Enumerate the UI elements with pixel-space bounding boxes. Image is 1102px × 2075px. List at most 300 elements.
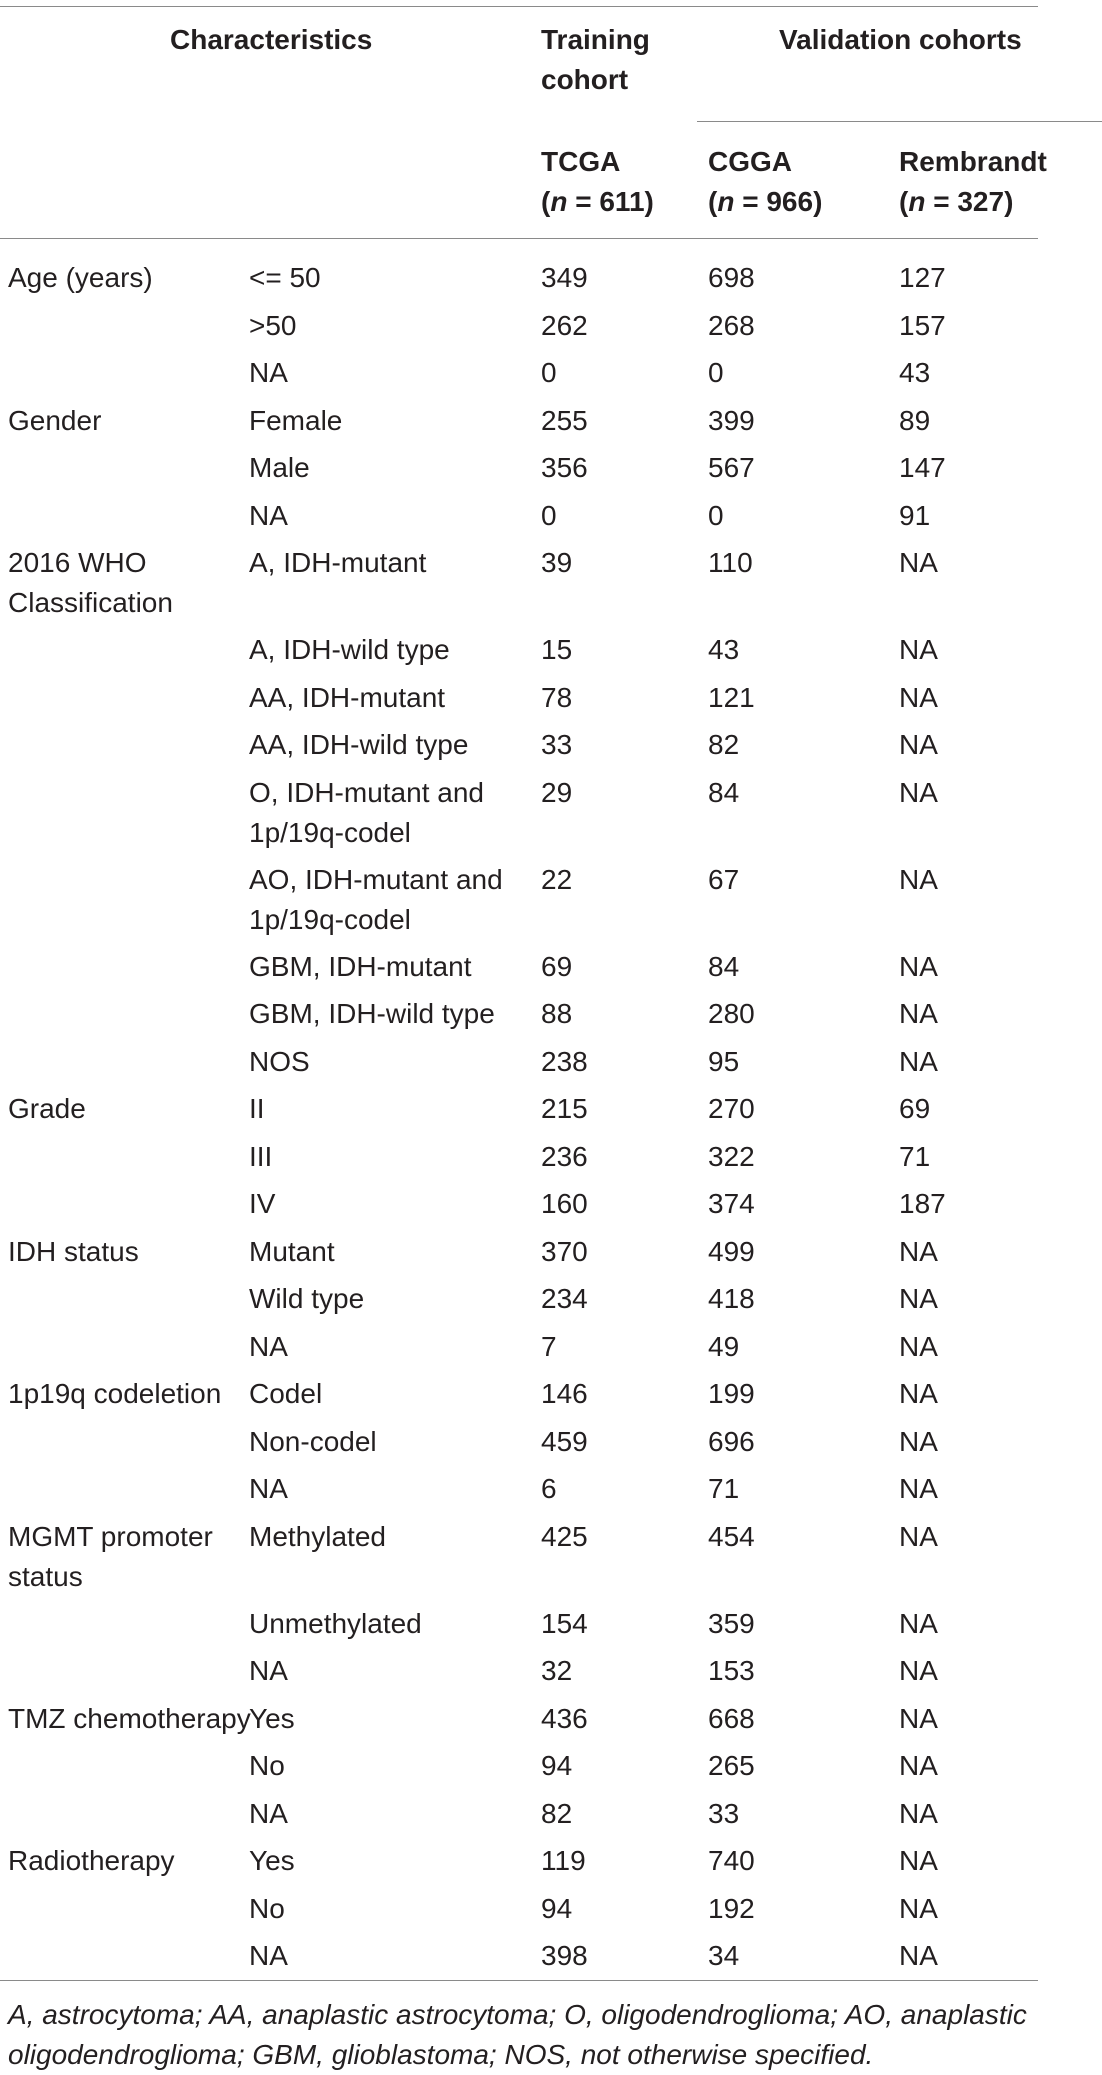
cgga-value xyxy=(708,630,739,670)
cgga-value xyxy=(708,1517,755,1557)
tcga-value xyxy=(541,1794,572,1834)
characteristic-cell xyxy=(8,1374,221,1414)
tcga-value-text: 0 xyxy=(541,499,557,531)
cgga-value xyxy=(708,1232,755,1272)
cgga-value xyxy=(708,994,755,1034)
rembrandt-value xyxy=(899,947,938,987)
subgroup-cell-text: >50 xyxy=(249,309,297,341)
rembrandt-value-text: NA xyxy=(899,1655,938,1686)
subgroup-cell-text: No xyxy=(249,1892,285,1924)
characteristic-cell xyxy=(8,258,153,298)
characteristic-cell xyxy=(8,543,173,623)
rembrandt-value xyxy=(899,353,930,393)
cgga-value xyxy=(708,1137,755,1177)
tcga-value xyxy=(541,401,588,441)
cgga-value xyxy=(708,1089,755,1129)
cgga-value xyxy=(708,947,739,987)
cgga-value xyxy=(708,401,755,441)
characteristic-cell xyxy=(8,401,101,441)
characteristic-cell-text: 1p19q codeletion xyxy=(8,1378,222,1409)
rembrandt-value xyxy=(899,543,938,583)
rembrandt-value-text: 91 xyxy=(899,499,931,531)
cgga-value-text: 499 xyxy=(708,1235,755,1267)
subgroup-cell-text: NOS xyxy=(249,1045,310,1077)
characteristic-cell-text-line2: status xyxy=(8,1560,83,1592)
rembrandt-value xyxy=(899,1184,946,1224)
tcga-value xyxy=(541,1184,588,1224)
characteristic-cell xyxy=(8,1699,251,1739)
rembrandt-value xyxy=(899,1746,938,1786)
rembrandt-value xyxy=(899,1374,938,1414)
subgroup-cell xyxy=(249,1746,285,1786)
subgroup-cell-text: Yes xyxy=(249,1702,295,1734)
rembrandt-value xyxy=(899,496,930,536)
rembrandt-value-text: NA xyxy=(899,1283,938,1314)
header-training-cohort xyxy=(541,20,650,100)
cgga-value xyxy=(708,1604,755,1644)
tcga-value-text: 94 xyxy=(541,1892,573,1924)
subgroup-cell-text: O, IDH-mutant and xyxy=(249,776,484,808)
subgroup-cell-text: NA xyxy=(249,1797,288,1829)
cgga-value-text: 192 xyxy=(708,1892,755,1924)
subgroup-cell xyxy=(249,1327,288,1367)
cgga-value-text: 280 xyxy=(708,998,755,1029)
subgroup-cell-text: No xyxy=(249,1750,285,1781)
tcga-value-text: 88 xyxy=(541,998,573,1029)
cgga-value xyxy=(708,1841,755,1881)
cgga-value-text: 34 xyxy=(708,1940,740,1971)
tcga-value xyxy=(541,1889,572,1929)
rembrandt-value-text: NA xyxy=(899,1473,938,1504)
tcga-value-text: 459 xyxy=(541,1425,588,1457)
tcga-value xyxy=(541,1517,588,1557)
rembrandt-value-text: NA xyxy=(899,1892,938,1924)
table-footnote: A, astrocytoma; AA, anaplastic astrocytoma; O, oligodendroglioma; AO, anaplastic oligodendroglioma; GBM, glioblastoma; NOS, not otherwise specified. xyxy=(8,1999,1027,2070)
rembrandt-value xyxy=(899,1042,938,1082)
tcga-value-text: 119 xyxy=(541,1845,586,1876)
tcga-value xyxy=(541,448,588,488)
header-training-line1: Training xyxy=(541,24,650,55)
tcga-value-text: 15 xyxy=(541,634,573,665)
rembrandt-value xyxy=(899,1604,938,1644)
header-rembrandt-name: Rembrandt xyxy=(899,146,1047,177)
header-rembrandt-n: (n = 327) xyxy=(899,186,1014,217)
tcga-value-text: 236 xyxy=(541,1140,588,1172)
cgga-value xyxy=(708,1889,755,1929)
tcga-value xyxy=(541,353,557,393)
cgga-value-text: 265 xyxy=(708,1750,755,1781)
subgroup-cell xyxy=(249,306,297,346)
subgroup-cell xyxy=(249,1279,364,1319)
cgga-value-text: 121 xyxy=(708,681,755,713)
header-rembrandt xyxy=(899,142,1047,222)
rembrandt-value-text: NA xyxy=(899,1940,938,1971)
cgga-value xyxy=(708,306,755,346)
subgroup-cell xyxy=(249,773,484,853)
rembrandt-value xyxy=(899,860,938,900)
subgroup-cell-text: NA xyxy=(249,357,288,388)
header-tcga-n: (n = 611) xyxy=(541,186,654,217)
subgroup-cell xyxy=(249,1232,335,1272)
cgga-value xyxy=(708,678,755,718)
rembrandt-value xyxy=(899,1232,938,1272)
cgga-value-text: 359 xyxy=(708,1607,755,1639)
subgroup-cell xyxy=(249,1604,422,1644)
tcga-value-text: 94 xyxy=(541,1750,573,1781)
rembrandt-value-text: 89 xyxy=(899,404,931,436)
rembrandt-value xyxy=(899,1699,938,1739)
subgroup-cell xyxy=(249,258,321,298)
cgga-value xyxy=(708,1374,755,1414)
tcga-value xyxy=(541,1279,588,1319)
rembrandt-value xyxy=(899,1089,930,1129)
tcga-value xyxy=(541,773,572,813)
subgroup-cell-text: A, IDH-mutant xyxy=(249,547,427,578)
cgga-value-text: 82 xyxy=(708,729,740,760)
header-tcga xyxy=(541,142,654,222)
cgga-value xyxy=(708,1184,755,1224)
header-bottom-rule xyxy=(0,238,1038,239)
subgroup-cell-text: A, IDH-wild type xyxy=(249,634,450,665)
characteristic-cell-text: Age (years) xyxy=(8,262,153,293)
subgroup-cell-text: GBM, IDH-wild type xyxy=(249,998,495,1029)
subgroup-cell xyxy=(249,1422,377,1462)
cgga-value-text: 418 xyxy=(708,1283,755,1314)
cgga-value xyxy=(708,1279,755,1319)
rembrandt-value-text: NA xyxy=(899,1425,938,1457)
validation-rule xyxy=(697,121,1102,122)
cgga-value-text: 567 xyxy=(708,452,755,483)
cgga-value xyxy=(708,1699,755,1739)
subgroup-cell xyxy=(249,1841,295,1881)
characteristic-cell-text: Gender xyxy=(8,404,102,436)
rembrandt-value-text: NA xyxy=(899,776,938,808)
tcga-value xyxy=(541,1651,572,1691)
rembrandt-value-text: NA xyxy=(899,1607,938,1639)
subgroup-cell-text: III xyxy=(249,1140,273,1172)
tcga-value-text: 7 xyxy=(541,1330,557,1362)
subgroup-cell xyxy=(249,496,288,536)
rembrandt-value-text: NA xyxy=(899,1378,938,1409)
rembrandt-value xyxy=(899,1651,938,1691)
rembrandt-value xyxy=(899,1841,938,1881)
cgga-value xyxy=(708,1327,739,1367)
rembrandt-value xyxy=(899,1279,938,1319)
rembrandt-value xyxy=(899,1517,938,1557)
characteristic-cell xyxy=(8,1232,139,1272)
tcga-value xyxy=(541,1936,588,1976)
rembrandt-value-text: NA xyxy=(899,863,938,895)
subgroup-cell-text: AA, IDH-wild type xyxy=(249,729,469,760)
cgga-value-text: 374 xyxy=(708,1188,755,1219)
cgga-value-text: 33 xyxy=(708,1797,740,1829)
rembrandt-value xyxy=(899,678,938,718)
tcga-value-text: 255 xyxy=(541,404,588,436)
subgroup-cell-text: NA xyxy=(249,499,288,531)
subgroup-cell xyxy=(249,1184,275,1224)
subgroup-cell-text: Male xyxy=(249,452,310,483)
tcga-value-text: 425 xyxy=(541,1520,588,1552)
subgroup-cell-text: Mutant xyxy=(249,1235,335,1267)
cgga-value-text: 110 xyxy=(708,547,753,578)
characteristic-cell-text: IDH status xyxy=(8,1235,139,1267)
tcga-value xyxy=(541,1232,588,1272)
tcga-value xyxy=(541,994,572,1034)
cgga-value-text: 84 xyxy=(708,950,740,982)
tcga-value xyxy=(541,1422,588,1462)
tcga-value-text: 0 xyxy=(541,357,557,388)
header-validation-cohorts: Validation cohorts xyxy=(779,24,1022,55)
tcga-value-text: 215 xyxy=(541,1093,588,1124)
rembrandt-value-text: NA xyxy=(899,634,938,665)
tcga-value-text: 349 xyxy=(541,262,588,293)
tcga-value-text: 146 xyxy=(541,1378,588,1409)
rembrandt-value-text: 147 xyxy=(899,452,946,483)
tcga-value-text: 6 xyxy=(541,1473,557,1504)
rembrandt-value-text: 127 xyxy=(899,262,946,293)
rembrandt-value xyxy=(899,1137,930,1177)
rembrandt-value xyxy=(899,401,930,441)
tcga-value xyxy=(541,1137,588,1177)
rembrandt-value-text: 71 xyxy=(899,1140,931,1172)
subgroup-cell-text: NA xyxy=(249,1473,288,1504)
cgga-value xyxy=(708,1042,739,1082)
tcga-value xyxy=(541,860,572,900)
characteristic-cell-text: MGMT promoter xyxy=(8,1520,213,1552)
cgga-value-text: 84 xyxy=(708,776,740,808)
rembrandt-value xyxy=(899,1794,938,1834)
tcga-value-text: 234 xyxy=(541,1283,588,1314)
characteristic-cell-text: Grade xyxy=(8,1093,86,1124)
rembrandt-value-text: NA xyxy=(899,998,938,1029)
rembrandt-value-text: NA xyxy=(899,950,938,982)
cgga-value xyxy=(708,1936,739,1976)
rembrandt-value xyxy=(899,306,946,346)
tcga-value xyxy=(541,630,572,670)
subgroup-cell xyxy=(249,1137,272,1177)
subgroup-cell-text: Non-codel xyxy=(249,1425,377,1457)
rembrandt-value xyxy=(899,258,946,298)
cgga-value-text: 49 xyxy=(708,1330,740,1362)
tcga-value-text: 370 xyxy=(541,1235,588,1267)
subgroup-cell-text: GBM, IDH-mutant xyxy=(249,950,472,982)
rembrandt-value xyxy=(899,1469,938,1509)
subgroup-cell-text: Unmethylated xyxy=(249,1607,422,1639)
subgroup-cell-text-line2: 1p/19q-codel xyxy=(249,903,411,935)
subgroup-cell xyxy=(249,448,310,488)
tcga-value-text: 32 xyxy=(541,1655,573,1686)
subgroup-cell-text: II xyxy=(249,1093,265,1124)
rembrandt-value-text: 187 xyxy=(899,1188,946,1219)
tcga-value-text: 82 xyxy=(541,1797,573,1829)
rembrandt-value xyxy=(899,1889,938,1929)
cgga-value-text: 71 xyxy=(708,1473,740,1504)
cgga-value-text: 0 xyxy=(708,357,724,388)
characteristic-cell-text: 2016 WHO xyxy=(8,547,147,578)
header-characteristics: Characteristics xyxy=(170,24,373,55)
rembrandt-value xyxy=(899,630,938,670)
cgga-value-text: 0 xyxy=(708,499,724,531)
subgroup-cell xyxy=(249,1042,310,1082)
rembrandt-value xyxy=(899,1422,938,1462)
subgroup-cell-text: AA, IDH-mutant xyxy=(249,681,446,713)
rembrandt-value-text: 157 xyxy=(899,309,946,341)
cgga-value-text: 268 xyxy=(708,309,755,341)
header-training-line2: cohort xyxy=(541,64,629,95)
subgroup-cell xyxy=(249,994,495,1034)
subgroup-cell xyxy=(249,678,445,718)
cgga-value-text: 668 xyxy=(708,1702,755,1734)
subgroup-cell xyxy=(249,1517,386,1557)
subgroup-cell xyxy=(249,353,288,393)
tcga-value xyxy=(541,725,572,765)
tcga-value xyxy=(541,1746,572,1786)
header-cgga-name: CGGA xyxy=(708,146,792,177)
cgga-value xyxy=(708,725,739,765)
rembrandt-value-text: NA xyxy=(899,1797,938,1829)
cgga-value-text: 740 xyxy=(708,1845,755,1876)
tcga-value-text: 398 xyxy=(541,1940,588,1971)
subgroup-cell xyxy=(249,947,471,987)
subgroup-cell xyxy=(249,630,450,670)
rembrandt-value xyxy=(899,448,946,488)
subgroup-cell-text: Wild type xyxy=(249,1283,365,1314)
subgroup-cell xyxy=(249,1469,288,1509)
tcga-value-text: 262 xyxy=(541,309,588,341)
tcga-value xyxy=(541,543,572,583)
rembrandt-value xyxy=(899,725,938,765)
cgga-value xyxy=(708,1651,755,1691)
tcga-value xyxy=(541,1042,588,1082)
tcga-value xyxy=(541,306,588,346)
subgroup-cell xyxy=(249,1651,288,1691)
subgroup-cell xyxy=(249,543,426,583)
subgroup-cell-text: Methylated xyxy=(249,1520,386,1552)
subgroup-cell-text: IV xyxy=(249,1188,276,1219)
subgroup-cell-text: NA xyxy=(249,1330,288,1362)
tcga-value xyxy=(541,1604,588,1644)
cgga-value-text: 43 xyxy=(708,634,740,665)
cgga-value-text: 696 xyxy=(708,1425,755,1457)
subgroup-cell-text: Female xyxy=(249,404,343,436)
tcga-value-text: 238 xyxy=(541,1045,588,1077)
characteristic-cell-text: Radiotherapy xyxy=(8,1845,175,1876)
cgga-value xyxy=(708,773,739,813)
subgroup-cell xyxy=(249,401,342,441)
tcga-value xyxy=(541,1699,588,1739)
cgga-value xyxy=(708,496,724,536)
tcga-value xyxy=(541,258,588,298)
rembrandt-value-text: NA xyxy=(899,681,938,713)
subgroup-cell xyxy=(249,725,468,765)
tcga-value xyxy=(541,1469,557,1509)
subgroup-cell xyxy=(249,860,503,940)
subgroup-cell-text: AO, IDH-mutant and xyxy=(249,863,503,895)
cgga-value xyxy=(708,353,724,393)
rembrandt-value-text: NA xyxy=(899,1045,938,1077)
rembrandt-value-text: NA xyxy=(899,1845,938,1876)
rembrandt-value-text: NA xyxy=(899,1330,938,1362)
cgga-value-text: 67 xyxy=(708,863,740,895)
cgga-value xyxy=(708,1422,755,1462)
subgroup-cell-text: Yes xyxy=(249,1845,295,1876)
subgroup-cell-text: NA xyxy=(249,1655,288,1686)
subgroup-cell xyxy=(249,1936,288,1976)
rembrandt-value-text: 43 xyxy=(899,357,931,388)
characteristic-cell xyxy=(8,1517,213,1597)
tcga-value-text: 356 xyxy=(541,452,588,483)
rembrandt-value xyxy=(899,773,938,813)
rembrandt-value-text: NA xyxy=(899,1235,938,1267)
cgga-value-text: 153 xyxy=(708,1655,755,1686)
rembrandt-value xyxy=(899,1936,938,1976)
subgroup-cell-text: Codel xyxy=(249,1378,323,1409)
header-cgga-n: (n = 966) xyxy=(708,186,823,217)
tcga-value-text: 436 xyxy=(541,1702,588,1734)
tcga-value-text: 29 xyxy=(541,776,573,808)
subgroup-cell xyxy=(249,1889,285,1929)
cgga-value-text: 199 xyxy=(708,1378,755,1409)
cgga-value-text: 399 xyxy=(708,404,755,436)
tcga-value-text: 78 xyxy=(541,681,573,713)
cgga-value-text: 270 xyxy=(708,1093,755,1124)
rembrandt-value-text: 69 xyxy=(899,1093,931,1124)
header-cgga xyxy=(708,142,822,222)
cgga-value xyxy=(708,1469,739,1509)
rembrandt-value-text: NA xyxy=(899,547,938,578)
tcga-value xyxy=(541,947,572,987)
tcga-value-text: 22 xyxy=(541,863,573,895)
cgga-value xyxy=(708,258,755,298)
tcga-value xyxy=(541,1089,588,1129)
cgga-value xyxy=(708,543,753,583)
bottom-rule xyxy=(0,1980,1038,1981)
rembrandt-value-text: NA xyxy=(899,1750,938,1781)
cgga-value xyxy=(708,860,739,900)
characteristic-cell xyxy=(8,1089,86,1129)
header-tcga-name: TCGA xyxy=(541,146,621,177)
rembrandt-value xyxy=(899,994,938,1034)
subgroup-cell xyxy=(249,1699,295,1739)
cgga-value-text: 454 xyxy=(708,1520,755,1552)
subgroup-cell-text: NA xyxy=(249,1940,288,1971)
tcga-value xyxy=(541,496,557,536)
subgroup-cell xyxy=(249,1089,265,1129)
tcga-value-text: 69 xyxy=(541,950,573,982)
top-rule xyxy=(0,6,1038,7)
tcga-value xyxy=(541,1374,588,1414)
tcga-value-text: 154 xyxy=(541,1607,588,1639)
tcga-value-text: 160 xyxy=(541,1188,588,1219)
subgroup-cell xyxy=(249,1374,322,1414)
rembrandt-value-text: NA xyxy=(899,1520,938,1552)
subgroup-cell-text: <= 50 xyxy=(249,262,321,293)
subgroup-cell xyxy=(249,1794,288,1834)
tcga-value xyxy=(541,678,572,718)
tcga-value xyxy=(541,1327,557,1367)
cgga-value xyxy=(708,1746,755,1786)
tcga-value-text: 33 xyxy=(541,729,573,760)
rembrandt-value-text: NA xyxy=(899,729,938,760)
subgroup-cell-text-line2: 1p/19q-codel xyxy=(249,816,411,848)
cgga-value-text: 322 xyxy=(708,1140,755,1172)
rembrandt-value-text: NA xyxy=(899,1702,938,1734)
cgga-value-text: 95 xyxy=(708,1045,740,1077)
cgga-value xyxy=(708,448,755,488)
cgga-value-text: 698 xyxy=(708,262,755,293)
cgga-value xyxy=(708,1794,739,1834)
tcga-value xyxy=(541,1841,586,1881)
